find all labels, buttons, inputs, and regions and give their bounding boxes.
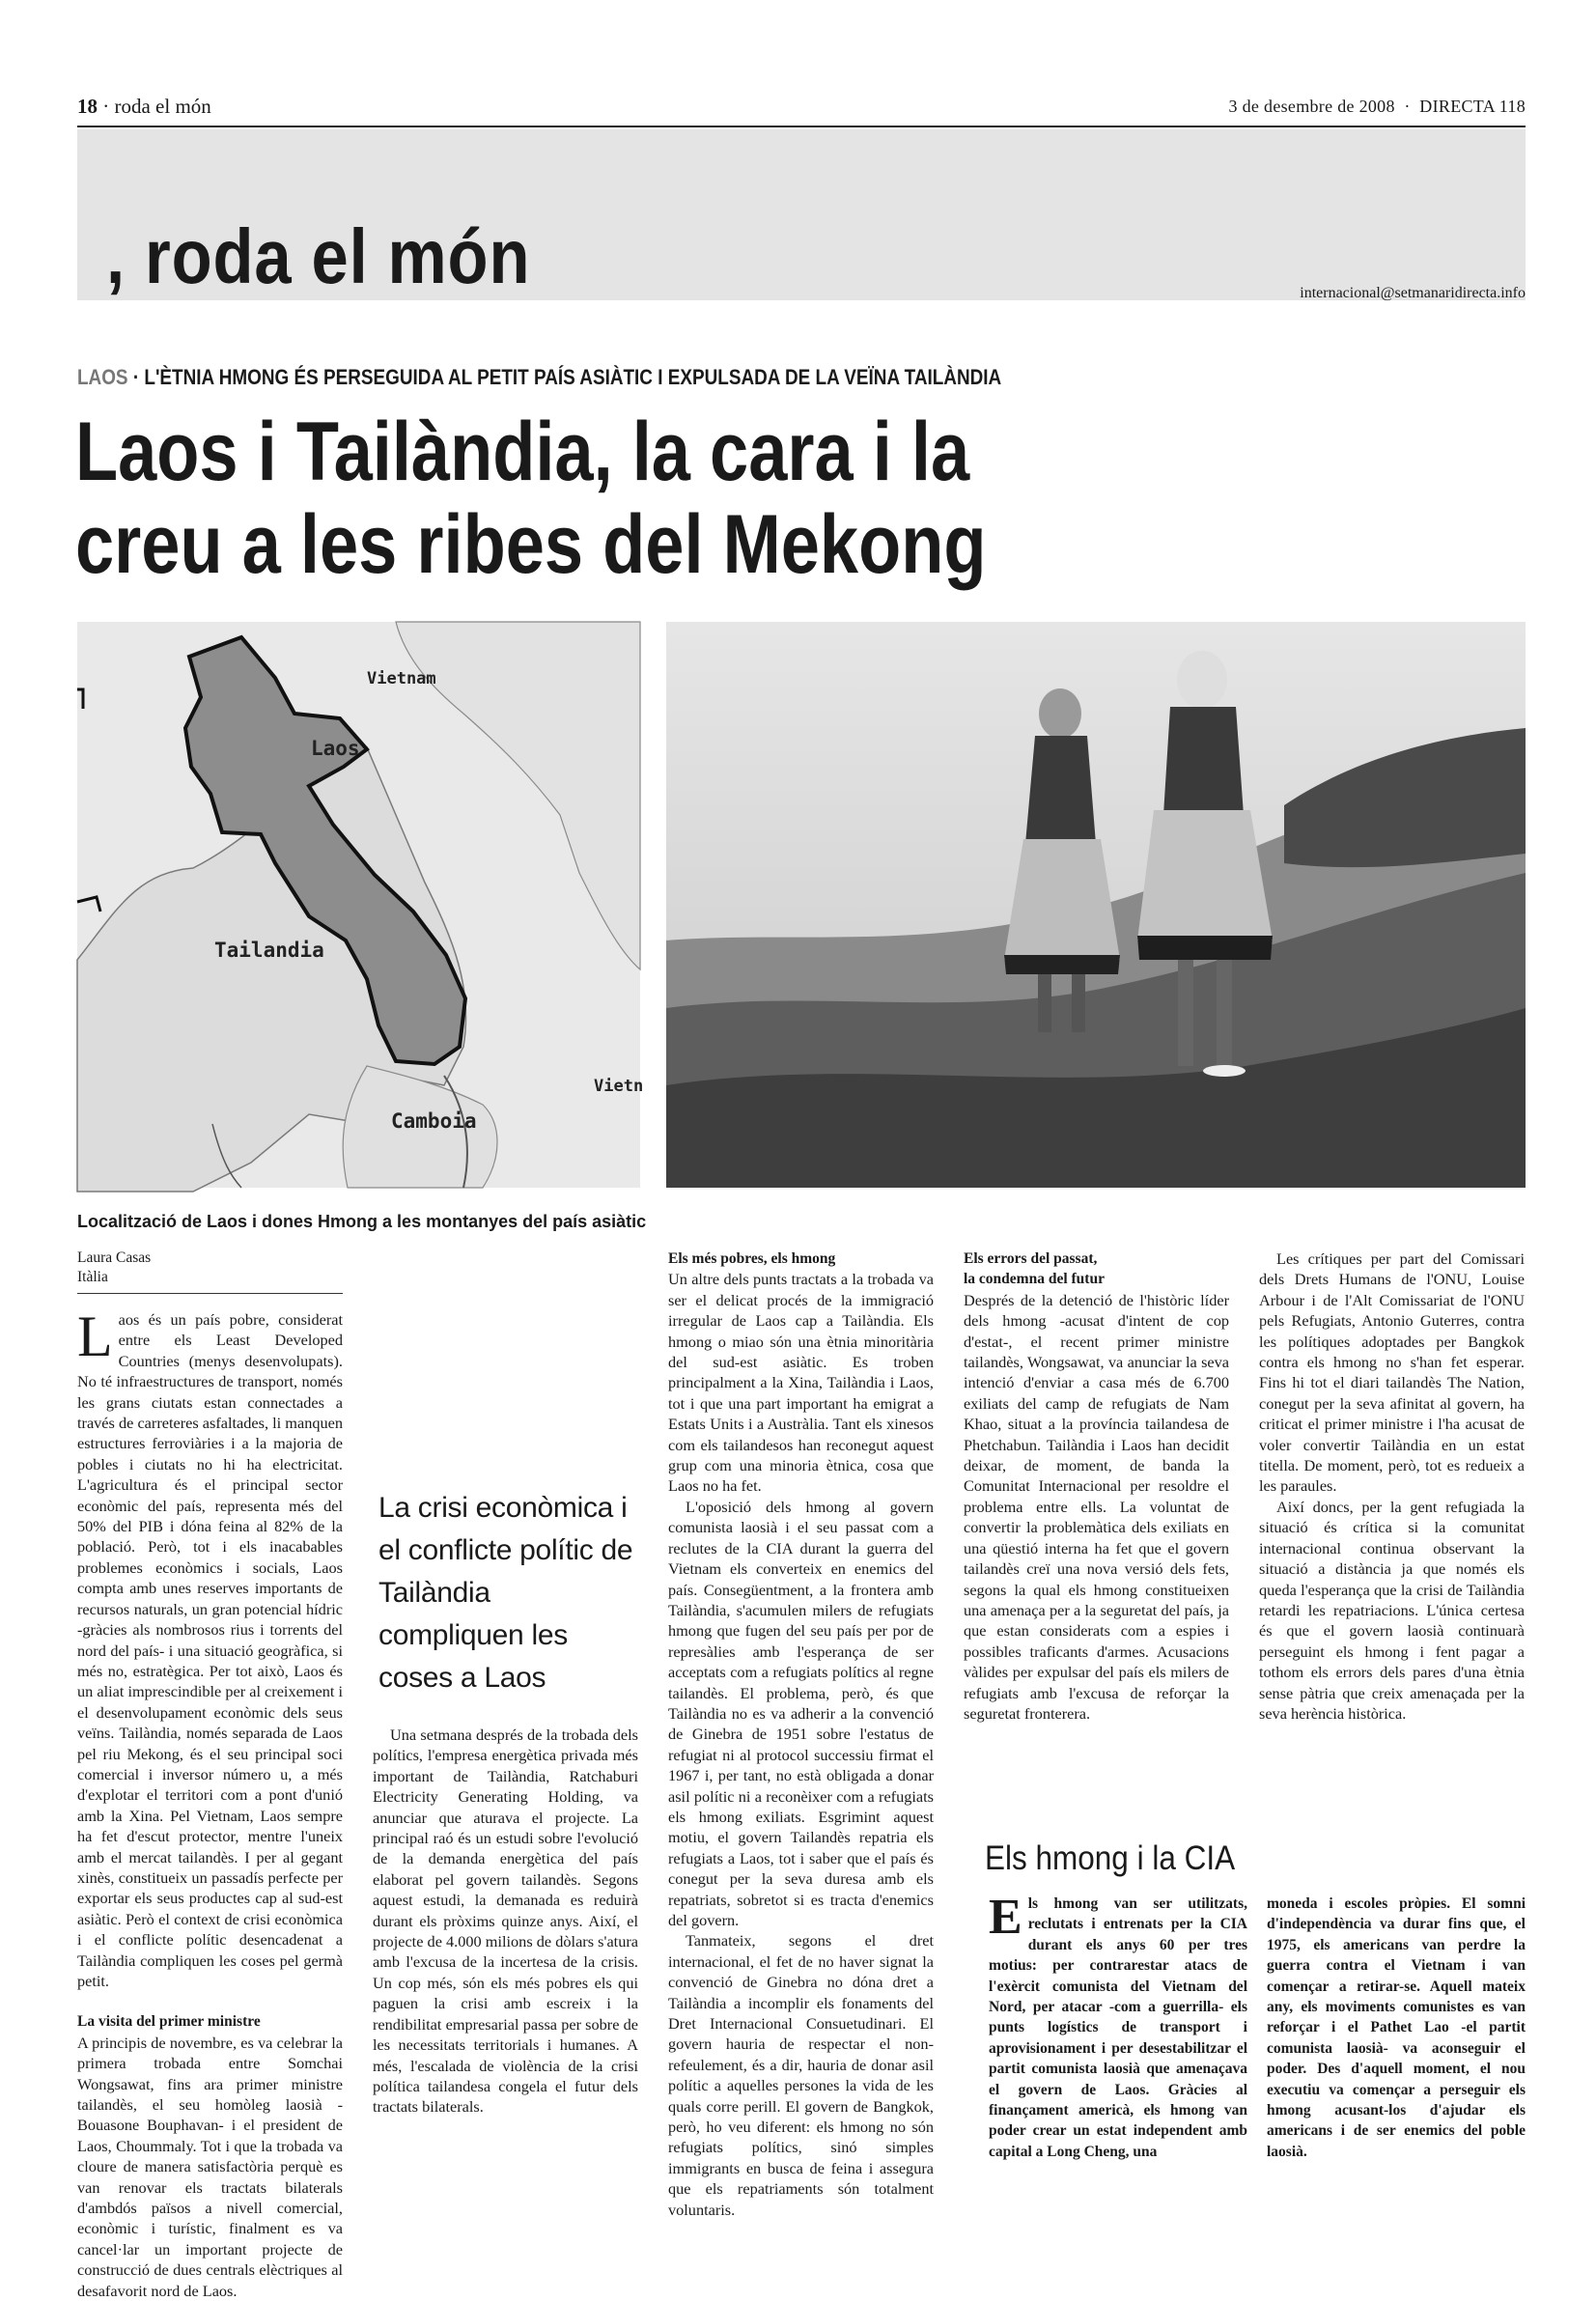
headline-line-1: Laos i Tailàndia, la cara i la [75,406,970,498]
subheading-pobres: Els més pobres, els hmong [668,1250,836,1267]
subheading-errors [964,1249,1229,1290]
subheading-errors-line-1: Els errors del passat, [964,1250,1098,1267]
photo-hmong-women [666,622,1526,1188]
map-graphic [77,622,644,1188]
header-separator: · [1404,97,1411,116]
article-column-1 [77,1249,343,2300]
section-email: internacional@setmanaridirecta.info [1300,285,1526,301]
byline [77,1249,343,1294]
kicker-tag: LAOS [77,365,128,389]
article-column-2 [373,1487,638,2173]
article-column-3 [668,1249,934,2219]
paragraph-4: Un altre dels punts tractats a la trobada va ser el delicat procés de la immigració irregular de Laos cap a Tailàndia. Els hmong o miao són una ètnia minoritària del sud-est asiàtic. Es troben principalment a la Xina, Tailàndia i Laos, tot i que una part important ha emigrat a Estats Units i a Austràlia. Tant els xinesos com els tailandesos han reconegut aquest grup com una minoria ètnica, cosa que Laos no ha fet. [668,1270,934,1496]
photo-caption: Localització de Laos i dones Hmong a les montanyes del país asiàtic [77,1212,647,1231]
paragraph-9: Així doncs, per la gent refugiada la situació és crítica si la comunitat internacional continua observant la situació a distància ja que només els queda l'esperança que la crisi de Tailàndia retardi les repatriacions. L'única certesa és que el govern laosià continuarà perseguint els hmong i fent pagar a tothom els errors dels pares d'una ètnia sense pàtria que creix amenaçada per la seva herència històrica. [1259,1497,1525,1723]
sidebar-title: Els hmong i la CIA [985,1839,1236,1877]
subheading-errors-line-2: la condemna del futur [964,1271,1105,1288]
map-image [77,622,644,1188]
map-label-tailandia: Tailandia [214,939,324,962]
issue-date: 3 de desembre de 2008 [1228,97,1395,116]
header-left [77,95,211,119]
paragraph-1-text: aos és un país pobre, considerat entre els Least Developed Countries (menys desenvolupats). No té infraestructures de transport, només les grans ciutats estan connectades a través de carreteres asfaltades, li manquen estructures ferroviàries i a la majoria de pobles i ciutats no hi ha electricitat. L'agricultura és el principal sector econòmic del país, representa més del 50% del PIB i dóna feina al 82% de la població. Però, tot i els inacabables problemes econòmics i socials, Laos compta amb unes reserves importants de recursos naturals, un gran potencial hídric -gràcies als nombrosos rius i torrents del nord del país- i una situació geogràfica, si més no, estratègica. Per tot això, Laos és un aliat imprescindible per al creixement i el desenvolupament econòmic dels seus veïns. Tailàndia, només separada de Laos pel riu Mekong, és el seu principal soci comercial i inversor número u, a més d'explotar el territori com a pont d'unió amb la Xina. Pel Vietnam, Laos sempre ha fet d'escut protector, mentre l'uneix amb el mercat tailandès. I per al gegant xinès, constitueix un passadís perfecte per exportar els seus productes cap al sud-est asiàtic. Però el context de crisi econòmica i el conflicte polític desencadenat a Tailàndia compliquen les coses pel germà petit. [77,1310,343,1990]
author-name: Laura Casas [77,1249,152,1266]
section-label: · roda el món [102,95,211,118]
article-kicker [77,365,1001,390]
paragraph-5: L'oposició dels hmong al govern comunista laosià i el seu passat com a reclutes de la CIA durant la guerra del Vietnam els converteix en enemics del país. Consegüentment, a la frontera amb Tailàndia, s'acumulen milers de refugiats hmong que fugen del seu país per por de represàlies amb l'esperança de ser acceptats com a refugiats polítics al regne tailandès. El problema, però, és que Tailàndia no es va adherir a la convenció de Ginebra de 1951 sobre l'estatus de refugiat ni al protocol successiu firmat el 1967 i, per tant, no està obligada a donar asil polític ni a reconèixer com a refugiats els hmong exiliats. Esgrimint aquest motiu, el govern Tailandès repatria els refugiats a Laos, tot i saber que el país és conegut per la seva duresa amb els repatriats, sobretot si es tracta d'enemics del govern. [668,1497,934,1929]
map-label-vietnam-top: Vietnam [367,669,436,688]
sidebar-column-1 [989,1890,1247,2162]
kicker-text: · L'ÈTNIA HMONG ÉS PERSEGUIDA AL PETIT PAÍS ASIÀTIC I EXPULSADA DE LA VEÏNA TAILÀNDIA [127,365,1002,389]
article-column-5 [1259,1249,1525,1828]
article-column-4 [964,1249,1229,1818]
map-label-camboia: Camboia [391,1109,477,1133]
dropcap: L [77,1305,113,1368]
subheading-visita: La visita del primer ministre [77,2013,261,2031]
pull-quote: La crisi econòmica i el conflicte polític de Tailàndia compliquen les coses a Laos [378,1492,633,1694]
paragraph-8: Les crítiques per part del Comissari dels Drets Humans de l'ONU, Louise Arbour i de l'Alt Comissariat de l'ONU pels Refugiats, Antonio Guterres, contra les polítiques adoptades per Bangkok contra els hmong no s'han fet esperar. Fins hi tot el diari tailandès The Nation, conegut per la seva afinitat al govern, ha criticat el primer ministre i l'ha acusat de voler convertir Tailàndia en un estat titella. De moment, però, tot es redueix a les paraules. [1259,1249,1525,1496]
running-header [77,93,1526,127]
section-title: , roda el món [106,213,531,299]
article-headline [75,406,987,591]
paragraph-3: Una setmana després de la trobada dels polítics, l'empresa energètica privada més important de Tailàndia, Ratchaburi Electricity Generating Holding, va anunciar que aturava el projecte. La principal raó és un estudi sobre l'evolució de la demanda energètica del país elaborat pel govern tailandès. Segons aquest estudi, la demanada es reduirà durant els pròxims quinze anys. Així, el projecte de 4.000 milions de dòlars s'atura amb l'excusa de la incertesa de la crisis. Un cop més, són els més pobres els qui paguen la crisi amb escreix i la rendibilitat empresarial passa per sobre de les necessitats territorials i humanes. A més, l'escalada de violència de la crisi política tailandesa congela el futur dels tractats bilaterals. [373,1726,638,2117]
photo-graphic [666,622,1526,1188]
paragraph-6: Tanmateix, segons el dret internacional, el fet de no haver signat la convenció de Ginebra no dóna dret a Tailàndia a incomplir els fonaments del Dret Internacional Consuetudinari. El govern hauria de respectar el non-refeulement, és a dir, hauria de donar asil polític a aquelles persones la vida de les quals corre perill. El govern de Bangkok, però, ho veu diferent: els hmong no són refugiats polítics, sinó simples immigrants en busca de feina i assegura que els repatriaments són totalment voluntaris. [668,1931,934,2219]
paragraph-7: Després de la detenció de l'històric líder dels hmong -acusat d'intent de cop d'estat-, el recent primer ministre tailandès, Wongsawat, va anunciar la seva intenció d'enviar a casa més de 6.700 exiliats del camp de refugiats de Nam Khao, situat a la província tailandesa de Phetchabun. Tailàndia i Laos han decidit deixar, de moment, de banda la Comunitat Internacional per resoldre el problema entre ells. La voluntat de convertir la problemàtica dels exiliats en una qüestió interna ha fet que el govern tailandès creï una nova versió dels fets, segons la qual els hmong constitueixen una amenaça per a la seguretat del país, ja que estan considerats com a espies i possibles traficants d'armes. Acusacions vàlides per expulsar del país els milers de refugiats amb l'excusa de reforçar la seguretat fronterera. [964,1290,1229,1723]
sidebar-dropcap: E [989,1890,1022,1945]
paragraph-1 [77,1305,343,1991]
header-right [1229,97,1526,117]
paragraph-2: A principis de novembre, es va celebrar la primera trobada entre Somchai Wongsawat, fins ara primer ministre tailandès, el seu homòleg laosià -Bouasone Bouphavan- i el president de Laos, Choummaly. Tot i que la trobada va cloure de manera satisfactòria perquè es van renovar els tractats bilaterals d'ambdós països a nivell comercial, econòmic i turístic, finalment es va cancel·lar un important projecte de construcció de dues centrals elèctriques al desafavorit nord de Laos. [77,2033,343,2300]
map-label-laos: Laos [311,737,360,760]
map-label-vietnam-cut: Vietn [594,1077,644,1096]
dateline-location: Itàlia [77,1269,108,1285]
publication-name: DIRECTA 118 [1419,97,1526,116]
headline-line-2: creu a les ribes del Mekong [75,498,987,591]
sidebar-column-2: moneda i escoles pròpies. El somni d'independència va durar fins que, el 1975, els americans van perdre la guerra contra el Vietnam i van començar a retirar-se. Aquell mateix any, els moviments comunistes es van reforçar i el Pathet Lao -el partit comunista laosià- va aconseguir el poder. Des d'aquell moment, el nou executiu va començar a perseguir els hmong acusant-los d'ajudar els americans i de ser enemics del poble laosià. [1267,1895,1526,2160]
sidebar-text-1: ls hmong van ser utilitzats, reclutats i entrenats per la CIA durant els anys 60 per tres motius: per contrarestar atacs de l'exèrcit comunista del Vietnam del Nord, per atacar -com a guerrilla- els punts logístics de transport i aprovisionament i per desestabilitzar el partit comunista laosià que amenaçava el govern de Laos. Gràcies al finançament americà, els hmong van poder crear un estat independent amb capital a Long Cheng, una [989,1895,1247,2160]
page-number: 18 [77,95,98,118]
